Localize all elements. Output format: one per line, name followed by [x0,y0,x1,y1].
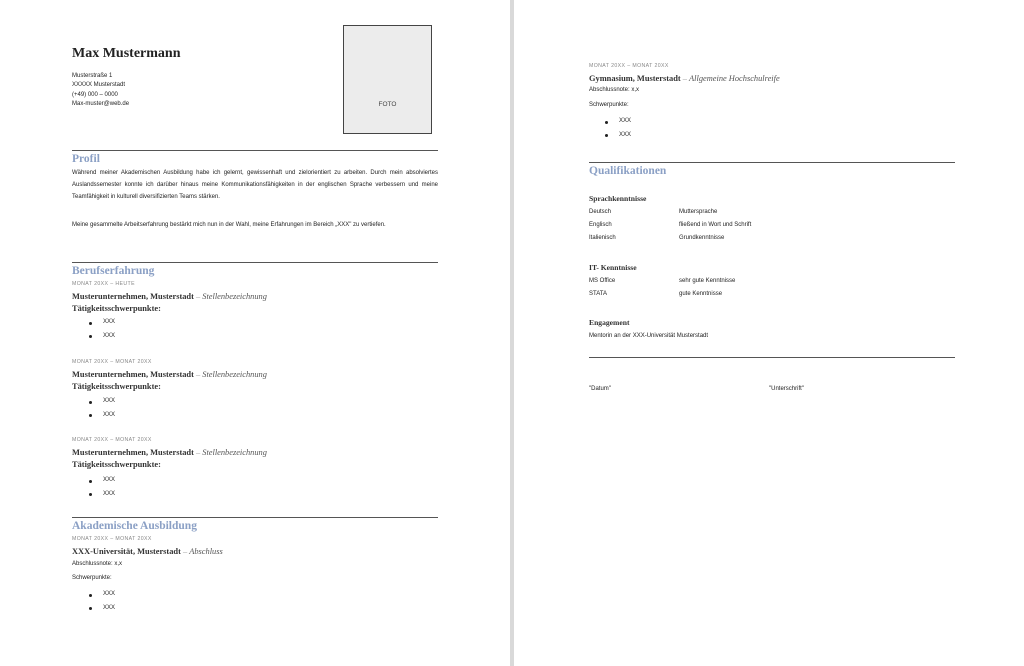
job-role: Stellenbezeichnung [202,448,267,457]
job-focus-list [103,474,115,501]
school-focus-label: Schwerpunkte: [589,102,629,108]
resume-page-1 [0,0,510,666]
education-grade: Abschlussnote: x,x [72,561,123,567]
contact-street: Musterstraße 1 [72,73,113,79]
list-item: XXX [103,409,115,423]
engagement-heading: Engagement [589,318,630,327]
education-title-line: XXX-Universität, Musterstadt – Abschluss [72,547,223,556]
signature-label: "Unterschrift" [769,386,804,392]
list-item: XXX [619,129,631,143]
job-date: MONAT 20XX – MONAT 20XX [72,359,152,365]
list-item: XXX [103,474,115,488]
profile-text: Während meiner Akademischen Ausbildung habe ich gelernt, gewissenhaft und zielorientiert zu arbeiten. Durch mein absolviertes Auslandssemester konnte ich darüber hinaus meine Kommunikationsfähigkeiten in der englischen Sprache verbessern und meine Teamfähigkeit in kulturell diversifizierten Teams stärken. [72,170,438,200]
education-focus-label: Schwerpunkte: [72,575,112,581]
job-employer: Musterunternehmen, Musterstadt [72,448,194,457]
it-skill-name: STATA [589,291,607,297]
job-focus-list [103,316,115,343]
profile-heading: Profil [72,153,100,165]
job-role: Stellenbezeichnung [202,370,267,379]
job-role: Stellenbezeichnung [202,292,267,301]
contact-city: XXXXX Musterstadt [72,82,126,89]
list-item: XXX [103,488,115,502]
list-item: XXX [103,602,115,616]
resume-page-2 [514,0,1024,666]
language-name: Deutsch [589,209,612,215]
job-employer: Musterunternehmen, Musterstadt [72,292,194,301]
school-degree: Allgemeine Hochschulreife [689,74,780,83]
language-level: Muttersprache [679,209,718,215]
contact-block [72,72,129,110]
language-level: Grundkenntnisse [679,235,725,241]
contact-phone: (+49) 000 – 0000 [72,91,118,98]
signature-date-label: "Datum" [589,386,611,392]
languages-heading: Sprachkenntnisse [589,194,647,203]
job-focus-label: Tätigkeitsschwerpunkte: [72,304,161,313]
photo-placeholder [343,25,432,134]
section-divider [589,357,955,358]
section-divider [72,262,438,263]
education-heading: Akademische Ausbildung [72,520,197,532]
profile-text-2: Meine gesammelte Arbeitserfahrung bestärkt mich nun in der Wahl, meine Erfahrungen im Bereich „XXX" zu vertiefen. [72,222,386,228]
job-title-line: Musterunternehmen, Musterstadt – Stellenbezeichnung [72,370,267,379]
school-title-line: Gymnasium, Musterstadt – Allgemeine Hochschulreife [589,74,780,83]
job-title-line: Musterunternehmen, Musterstadt – Stellenbezeichnung [72,448,267,457]
job-title-line: Musterunternehmen, Musterstadt – Stellenbezeichnung [72,292,267,301]
education-focus-list [103,588,115,615]
language-name: Italienisch [589,235,616,241]
it-skills-heading: IT- Kenntnisse [589,263,637,272]
education-institution: XXX-Universität, Musterstadt [72,547,181,556]
engagement-text: Mentorin an der XXX-Universität Musterstadt [589,333,709,339]
it-skill-level: sehr gute Kenntnisse [679,278,736,284]
section-divider [589,162,955,163]
job-employer: Musterunternehmen, Musterstadt [72,370,194,379]
language-name: Englisch [589,222,612,228]
applicant-name: Max Mustermann [72,46,181,61]
education-degree: Abschluss [189,547,223,556]
section-divider [72,517,438,518]
contact-email: Max-muster@web.de [72,101,130,108]
job-focus-list [103,395,115,422]
it-skill-level: gute Kenntnisse [679,291,723,297]
list-item: XXX [619,115,631,129]
list-item: XXX [103,330,115,344]
job-date: MONAT 20XX – HEUTE [72,281,135,287]
school-focus-list [619,115,631,142]
list-item: XXX [103,588,115,602]
photo-label: FOTO [378,101,397,108]
language-level: fließend in Wort und Schrift [679,222,752,228]
job-date: MONAT 20XX – MONAT 20XX [72,437,152,443]
job-focus-label: Tätigkeitsschwerpunkte: [72,382,161,391]
qualifications-heading: Qualifikationen [589,165,667,177]
list-item: XXX [103,395,115,409]
job-focus-label: Tätigkeitsschwerpunkte: [72,460,161,469]
school-name: Gymnasium, Musterstadt [589,74,681,83]
it-skill-name: MS Office [589,278,616,284]
school-grade: Abschlussnote: x,x [589,87,640,93]
experience-heading: Berufserfahrung [72,265,155,277]
list-item: XXX [103,316,115,330]
section-divider [72,150,438,151]
education-date: MONAT 20XX – MONAT 20XX [72,536,152,542]
school-date: MONAT 20XX – MONAT 20XX [589,63,669,69]
